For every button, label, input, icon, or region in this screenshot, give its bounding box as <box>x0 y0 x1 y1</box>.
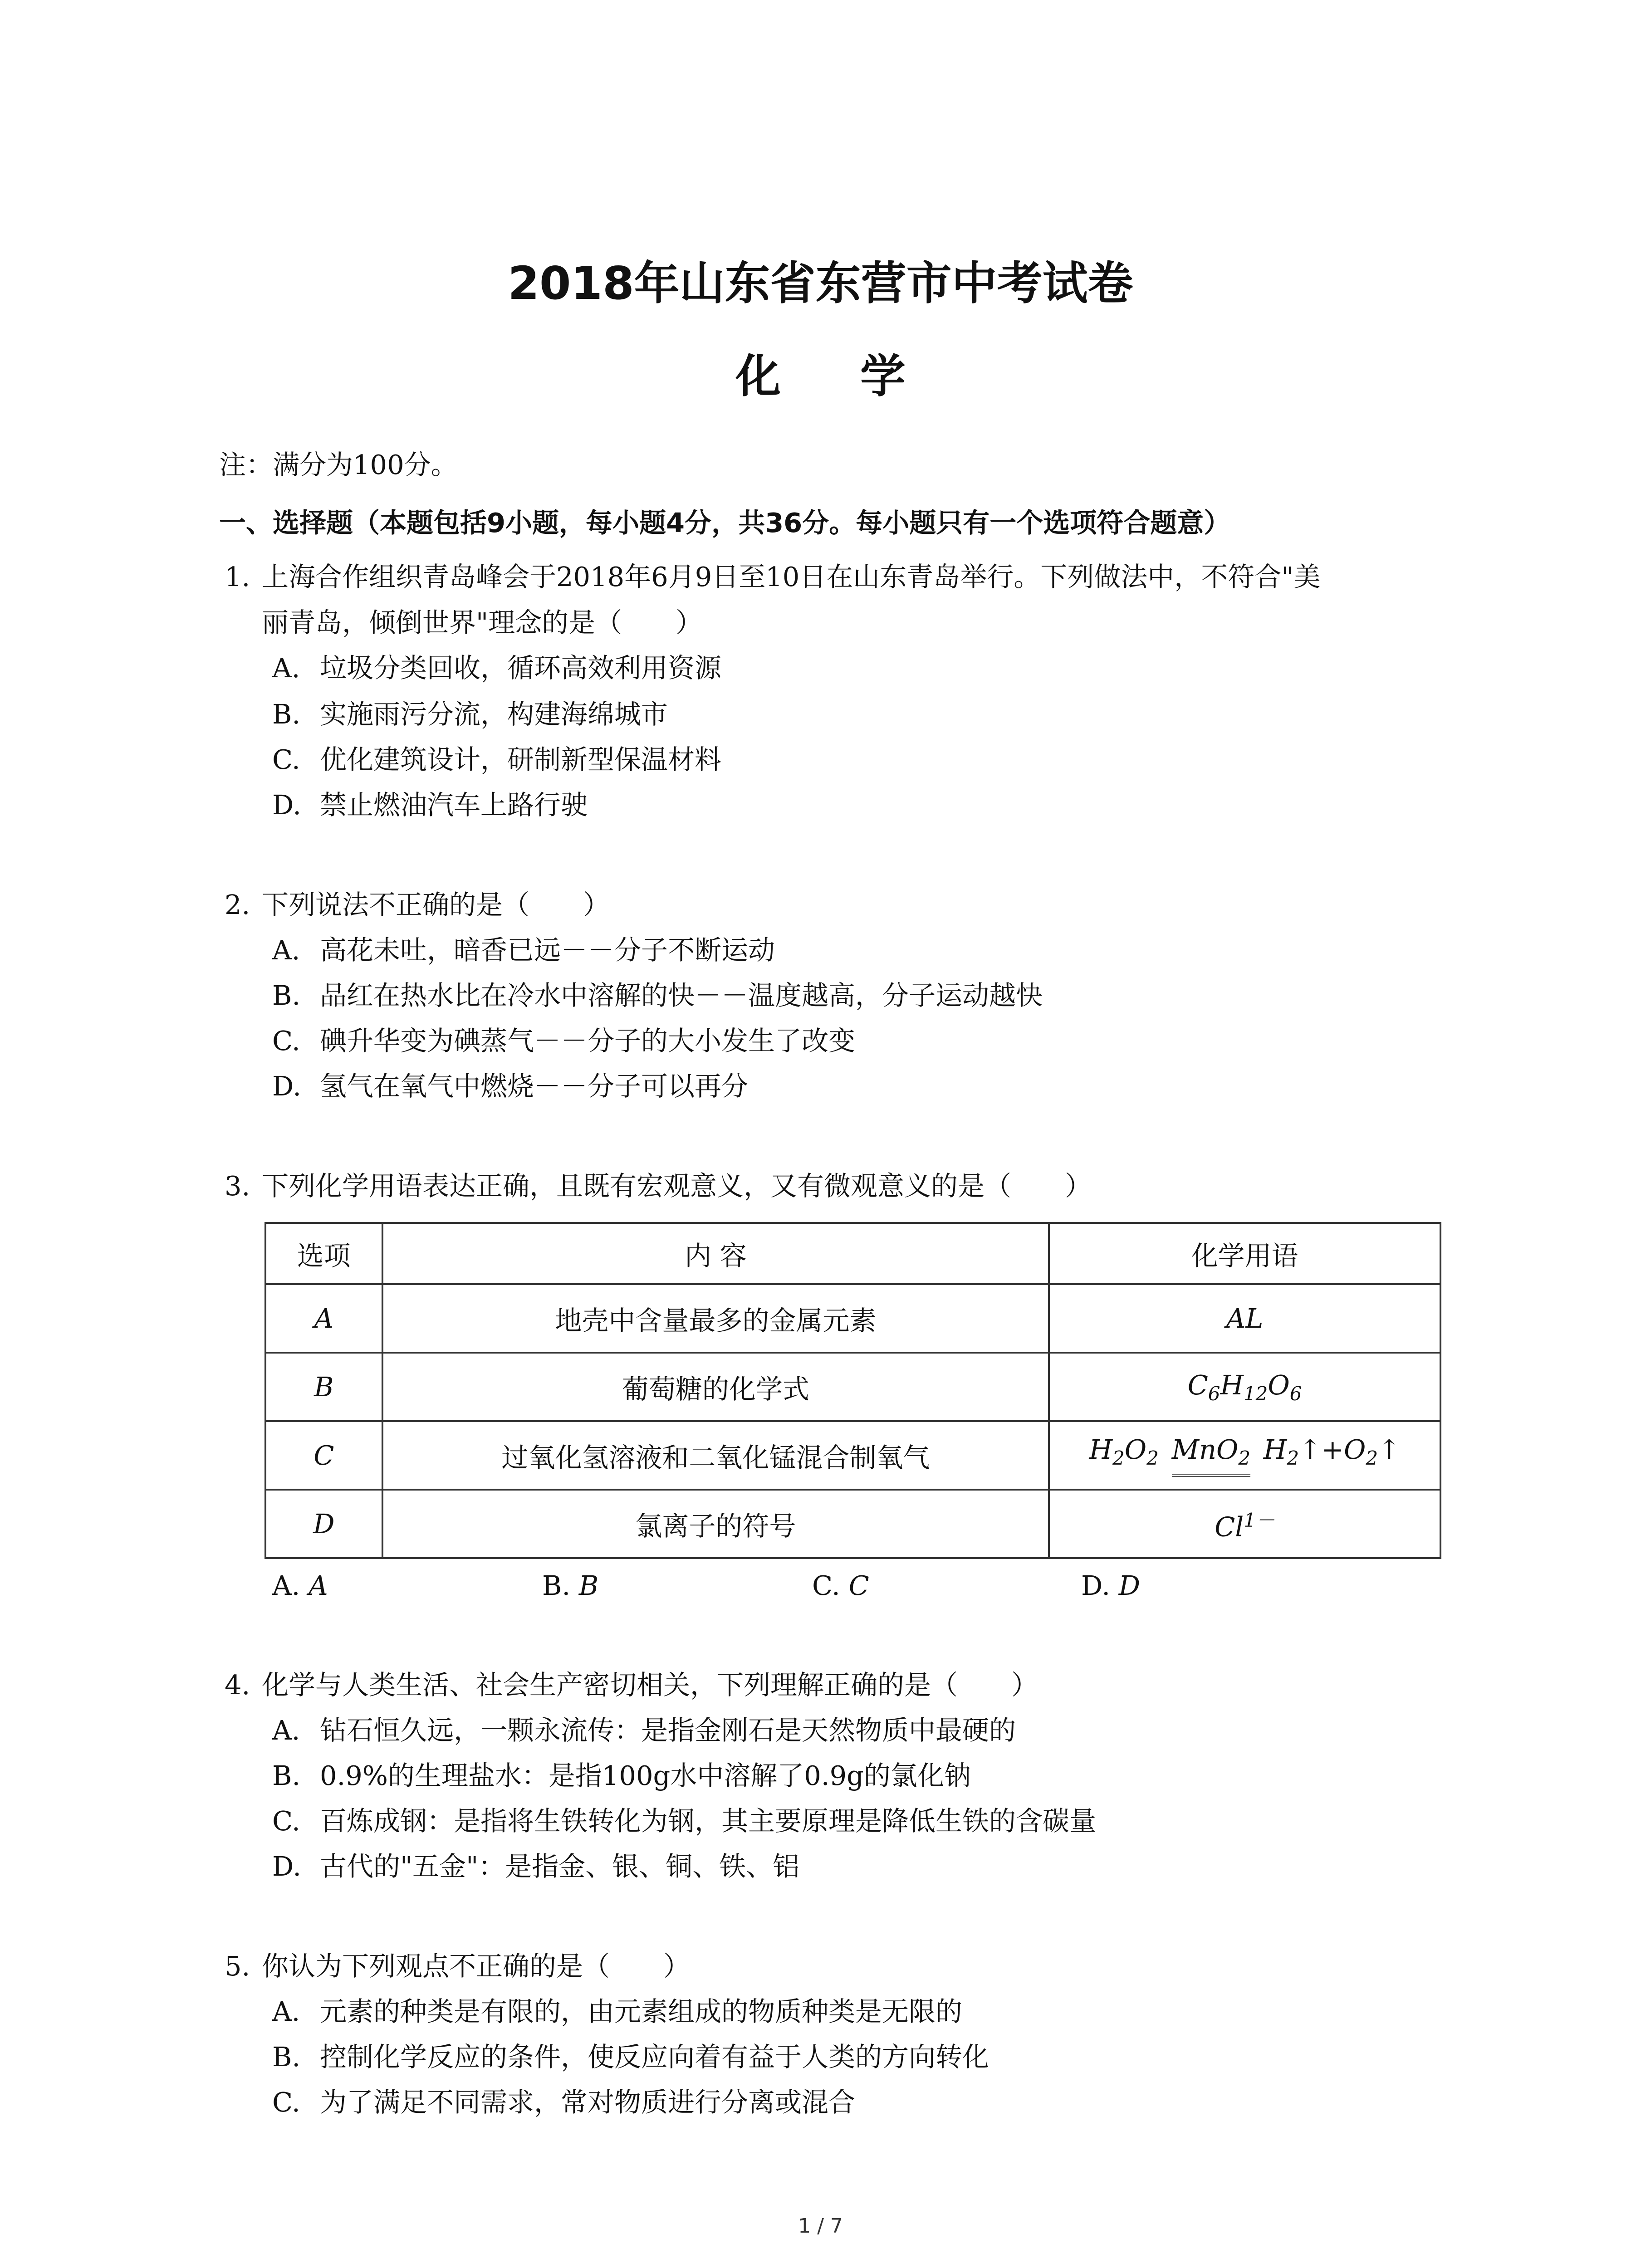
row-expression: $Cl^{1-}$ <box>1049 1490 1440 1558</box>
question-5-option-c: C. 为了满足不同需求，常对物质进行分离或混合 <box>272 2087 856 2118</box>
question-3-answer-a: A. A <box>272 1570 328 1601</box>
question-5-option-a: A. 元素的种类是有限的，由元素组成的物质种类是无限的 <box>272 1996 963 2027</box>
header-content: 内 容 <box>382 1223 1049 1284</box>
question-3-stem: 3. 下列化学用语表达正确，且既有宏观意义，又有微观意义的是（ ） <box>225 1170 1092 1202</box>
question-4-stem: 4. 化学与人类生活、社会生产密切相关，下列理解正确的是（ ） <box>225 1669 1038 1701</box>
row-expression: $H_2O_2$ MnO$_2$ $H_2↑+O_2↑$ <box>1049 1421 1440 1490</box>
row-content: 葡萄糖的化学式 <box>382 1353 1049 1421</box>
question-2-option-b: B. 品红在热水比在冷水中溶解的快－－温度越高，分子运动越快 <box>272 980 1043 1011</box>
question-2-option-a: A. 高花未吐，暗香已远－－分子不断运动 <box>272 934 775 966</box>
question-4-option-a: A. 钻石恒久远，一颗永流传：是指金刚石是天然物质中最硬的 <box>272 1715 1016 1746</box>
table-row <box>265 1490 1440 1558</box>
question-2-stem: 2. 下列说法不正确的是（ ） <box>225 889 610 920</box>
header-option: 选项 <box>265 1223 382 1284</box>
question-4-option-b: B. 0.9%的生理盐水：是指100g水中溶解了0.9g的氯化钠 <box>272 1760 971 1791</box>
question-4-option-d: D. 古代的"五金"：是指金、银、铜、铁、铝 <box>272 1851 800 1882</box>
question-5-stem: 5. 你认为下列观点不正确的是（ ） <box>225 1950 691 1982</box>
row-content: 氯离子的符号 <box>382 1490 1049 1558</box>
chemistry-terms-table <box>265 1222 1441 1559</box>
row-content: 过氧化氢溶液和二氧化锰混合制氧气 <box>382 1421 1049 1490</box>
row-option: C <box>265 1421 382 1490</box>
question-3-answer-d: D. D <box>1081 1570 1141 1601</box>
section-heading: 一、选择题（本题包括9小题，每小题4分，共36分。每小题只有一个选项符合题意） <box>219 507 1231 538</box>
question-1-option-a: A. 垃圾分类回收，循环高效利用资源 <box>272 652 722 684</box>
row-expression: $C_6H_{12}O_6$ <box>1049 1353 1440 1421</box>
table-row <box>265 1421 1440 1490</box>
question-4-option-c: C. 百炼成钢：是指将生铁转化为钢，其主要原理是降低生铁的含碳量 <box>272 1805 1097 1837</box>
row-option: D <box>265 1490 382 1558</box>
row-option: B <box>265 1353 382 1421</box>
row-expression: AL <box>1049 1284 1440 1353</box>
exam-title: 2018年山东省东营市中考试卷 <box>508 257 1133 310</box>
question-1-option-d: D. 禁止燃油汽车上路行驶 <box>272 789 588 821</box>
row-option: A <box>265 1284 382 1353</box>
question-2-option-c: C. 碘升华变为碘蒸气－－分子的大小发生了改变 <box>272 1025 856 1056</box>
subject-title: 化 学 <box>735 350 937 403</box>
table-row <box>265 1284 1440 1353</box>
header-term: 化学用语 <box>1049 1223 1440 1284</box>
question-3-answer-c: C. C <box>812 1570 869 1601</box>
question-2-option-d: D. 氢气在氧气中燃烧－－分子可以再分 <box>272 1070 749 1102</box>
question-1-stem-cont: 丽青岛，倾倒世界"理念的是（ ） <box>262 607 703 638</box>
question-5-option-b: B. 控制化学反应的条件，使反应向着有益于人类的方向转化 <box>272 2041 989 2072</box>
score-note: 注：满分为100分。 <box>219 449 458 480</box>
question-1-option-b: B. 实施雨污分流，构建海绵城市 <box>272 699 668 730</box>
table-row <box>265 1353 1440 1421</box>
question-1-stem: 1. 上海合作组织青岛峰会于2018年6月9日至10日在山东青岛举行。下列做法中，不符合"美 <box>225 559 1320 595</box>
table-header-row <box>265 1223 1440 1284</box>
question-1-option-c: C. 优化建筑设计，研制新型保温材料 <box>272 744 722 775</box>
question-3-answer-b: B. B <box>542 1570 599 1601</box>
question-number: 1. <box>225 561 250 592</box>
page-number: 1 / 7 <box>798 2214 843 2238</box>
catalyst-label: MnO$_2$ <box>1167 1436 1255 1477</box>
row-content: 地壳中含量最多的金属元素 <box>382 1284 1049 1353</box>
